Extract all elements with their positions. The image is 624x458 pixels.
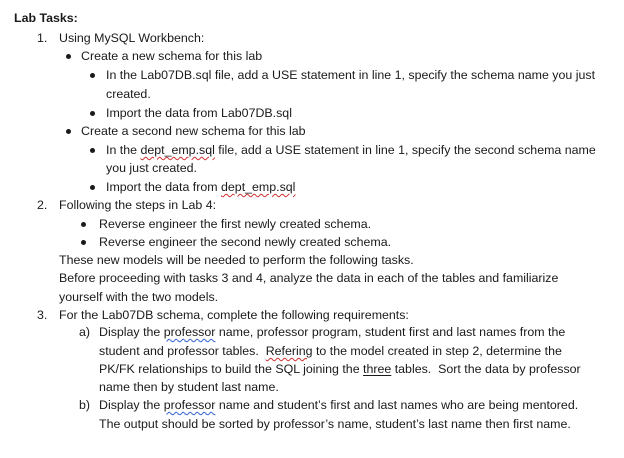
task3a-line2 [99,344,562,359]
text-run: tables. Sort the data by professor [391,362,581,376]
text-run: name, professor program, student first and last names from the [215,325,566,339]
text-run: student and professor tables. [99,344,266,358]
grammar-check-word: professor [163,325,216,339]
task1-schema2-item1-line1 [106,143,596,158]
underlined-word: three [363,362,392,376]
task1-schema2-item1-line2: you just created. [106,161,197,175]
task2-para2-line2: yourself with the two models. [59,290,219,304]
text-run: Display the [99,325,164,339]
task3-text: For the Lab07DB schema, complete the following requirements: [59,308,409,322]
bullet-icon [81,240,86,245]
task1-text: Using MySQL Workbench: [59,31,205,45]
bullet-icon [90,111,95,116]
bullet-icon [90,148,95,153]
text-run: file, add a USE statement in line 1, specify the second schema name [214,143,596,157]
bullet-icon [66,54,71,59]
bullet-icon [81,222,86,227]
task3a-line1 [99,325,565,340]
task2-bullet1: Reverse engineer the first newly created schema. [99,217,372,231]
text-run: PK/FK relationships to build the SQL joining the [99,362,364,376]
task1-schema1-text: Create a new schema for this lab [81,49,263,63]
doc-title: Lab Tasks: [14,11,78,25]
bullet-icon [66,129,71,134]
task1-schema2-item2 [106,180,295,195]
task2-para2-line1: Before proceeding with tasks 3 and 4, analyze the data in each of the tables and familiarize [59,271,559,285]
grammar-check-word: professor [163,398,216,412]
task1-schema2-text: Create a second new schema for this lab [81,124,306,138]
task3b-label: b) [79,398,91,412]
filename-spellcheck: dept_emp.sql [221,180,296,194]
task1-schema1-item2: Import the data from Lab07DB.sql [106,106,292,120]
text-run: to the model created in step 2, determine the [312,344,562,358]
text-run: In the [106,143,141,157]
task3-number: 3. [37,308,48,322]
text-run: Import the data from [106,180,222,194]
filename-spellcheck: dept_emp.sql [140,143,215,157]
text-run: name and student’s first and last names who are being mentored. [215,398,579,412]
task3a-label: a) [79,325,91,339]
task1-number: 1. [37,31,48,45]
task2-para1: These new models will be needed to perform the following tasks. [59,253,414,267]
task2-number: 2. [37,198,48,212]
task2-text: Following the steps in Lab 4: [59,198,217,212]
task3b-line2: The output should be sorted by professor’s name, student’s last name then first name. [99,417,571,431]
bullet-icon [90,73,95,78]
task2-bullet2: Reverse engineer the second newly created schema. [99,235,392,249]
text-run: Display the [99,398,164,412]
task3a-line4: name then by student last name. [99,380,279,394]
task3b-line1 [99,398,578,413]
task3a-line3 [99,362,581,377]
bullet-icon [90,185,95,190]
task1-schema1-item1-line1: In the Lab07DB.sql file, add a USE statement in line 1, specify the schema name you just [106,68,596,82]
task1-schema1-item1-line2: created. [106,87,151,101]
spellcheck-word: Refering [265,344,313,358]
